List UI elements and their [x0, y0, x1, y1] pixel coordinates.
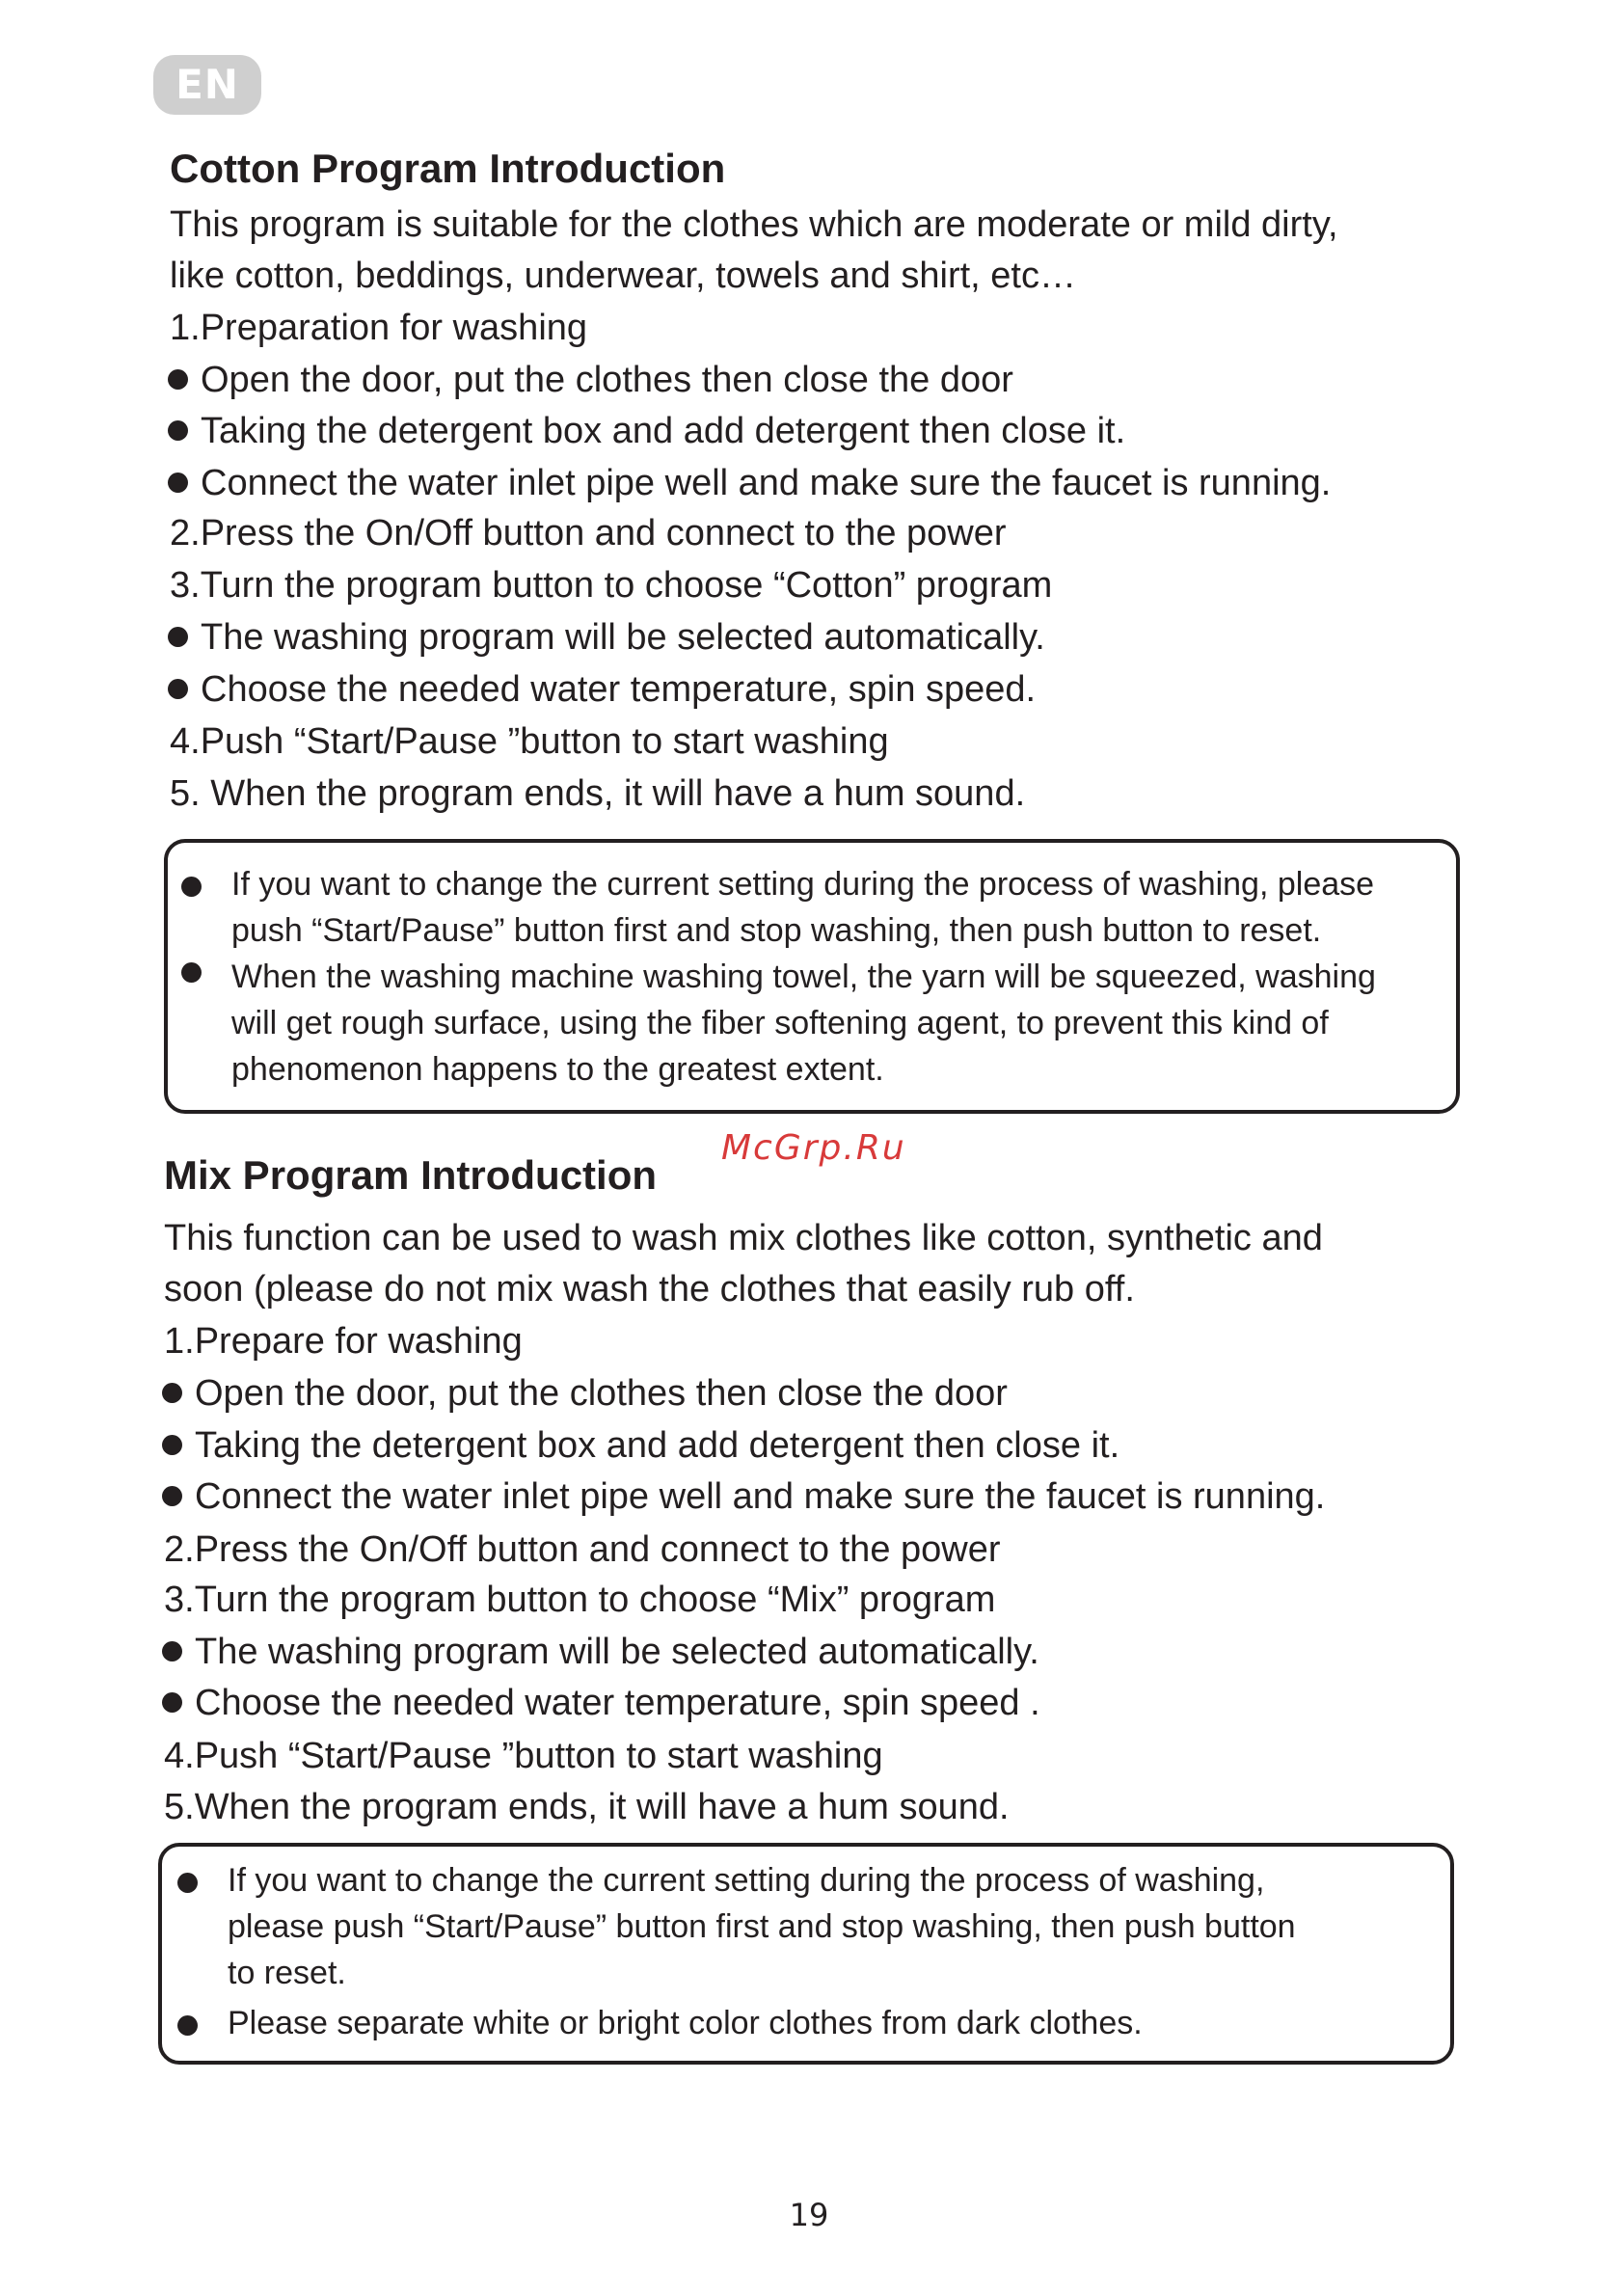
mix-note-line: Please separate white or bright color clothes from dark clothes. — [228, 2005, 1143, 2041]
cotton-bullet — [168, 356, 1013, 404]
mix-note-line: to reset. — [228, 1955, 346, 1991]
bullet-icon — [177, 1873, 198, 1893]
bullet-icon — [181, 962, 202, 983]
cotton-step-4: 4.Push “Start/Pause ”button to start washing — [170, 721, 889, 762]
mix-bullet-text: Choose the needed water temperature, spin speed . — [195, 1683, 1040, 1723]
cotton-step-3: 3.Turn the program button to choose “Cotton” program — [170, 565, 1053, 606]
mix-note-line: please push “Start/Pause” button first and stop washing, then push button — [228, 1908, 1296, 1945]
language-badge: EN — [153, 55, 261, 115]
mix-intro-line-1: This function can be used to wash mix clothes like cotton, synthetic and — [164, 1218, 1323, 1258]
cotton-bullet-text: Open the door, put the clothes then close the door — [201, 360, 1013, 400]
bullet-icon — [162, 1435, 182, 1455]
cotton-note-line: will get rough surface, using the fiber softening agent, to prevent this kind of — [231, 1005, 1329, 1041]
mix-intro-line-2: soon (please do not mix wash the clothes that easily rub off. — [164, 1269, 1135, 1310]
mix-bullet — [162, 1472, 1325, 1521]
mix-bullet-text: The washing program will be selected automatically. — [195, 1632, 1039, 1672]
mix-step-3: 3.Turn the program button to choose “Mix” program — [164, 1580, 996, 1620]
cotton-bullet — [168, 407, 1125, 455]
cotton-bullet-text: Connect the water inlet pipe well and make sure the faucet is running. — [201, 463, 1332, 503]
bullet-icon — [168, 679, 188, 699]
mix-bullet — [162, 1421, 1119, 1470]
watermark-text: McGrp.Ru — [721, 1128, 906, 1168]
cotton-step-5: 5. When the program ends, it will have a hum sound. — [170, 773, 1026, 814]
mix-bullet-text: Open the door, put the clothes then close the door — [195, 1373, 1008, 1414]
bullet-icon — [177, 2015, 198, 2036]
cotton-intro-line-2: like cotton, beddings, underwear, towels and shirt, etc… — [170, 256, 1076, 296]
cotton-bullet-text: Choose the needed water temperature, spin speed. — [201, 669, 1037, 710]
bullet-icon — [181, 877, 202, 897]
mix-note-line: If you want to change the current setting during the process of washing, — [228, 1862, 1265, 1899]
cotton-note-line: push “Start/Pause” button first and stop washing, then push button to reset. — [231, 912, 1322, 949]
bullet-icon — [168, 369, 188, 390]
cotton-step-1: 1.Preparation for washing — [170, 308, 588, 348]
cotton-note-line: If you want to change the current setting during the process of washing, please — [231, 866, 1375, 903]
cotton-note-line: When the washing machine washing towel, the yarn will be squeezed, washing — [231, 959, 1376, 995]
cotton-step-2: 2.Press the On/Off button and connect to the power — [170, 513, 1007, 554]
mix-step-2: 2.Press the On/Off button and connect to the power — [164, 1529, 1001, 1570]
page-number: 19 — [789, 2197, 829, 2233]
bullet-icon — [168, 420, 188, 441]
bullet-icon — [162, 1383, 182, 1403]
cotton-note-line: phenomenon happens to the greatest extent. — [231, 1051, 884, 1088]
mix-title: Mix Program Introduction — [164, 1152, 658, 1198]
bullet-icon — [168, 473, 188, 493]
cotton-intro-line-1: This program is suitable for the clothes which are moderate or mild dirty, — [170, 204, 1338, 245]
bullet-icon — [162, 1641, 182, 1661]
cotton-bullet — [168, 665, 1036, 714]
cotton-title: Cotton Program Introduction — [170, 146, 726, 191]
bullet-icon — [168, 627, 188, 647]
mix-step-1: 1.Prepare for washing — [164, 1321, 523, 1362]
cotton-bullet-text: Taking the detergent box and add detergent then close it. — [201, 411, 1126, 451]
cotton-note-box — [164, 839, 1460, 1114]
cotton-bullet-text: The washing program will be selected automatically. — [201, 617, 1045, 658]
mix-bullet-text: Taking the detergent box and add detergent then close it. — [195, 1425, 1120, 1466]
mix-bullet — [162, 1679, 1040, 1727]
mix-bullet — [162, 1628, 1039, 1676]
mix-step-5: 5.When the program ends, it will have a hum sound. — [164, 1787, 1010, 1827]
cotton-bullet — [168, 459, 1331, 507]
bullet-icon — [162, 1486, 182, 1506]
cotton-bullet — [168, 613, 1045, 662]
bullet-icon — [162, 1692, 182, 1713]
mix-bullet — [162, 1369, 1008, 1418]
mix-step-4: 4.Push “Start/Pause ”button to start washing — [164, 1736, 883, 1776]
mix-note-box — [158, 1843, 1454, 2065]
mix-bullet-text: Connect the water inlet pipe well and make sure the faucet is running. — [195, 1476, 1326, 1517]
